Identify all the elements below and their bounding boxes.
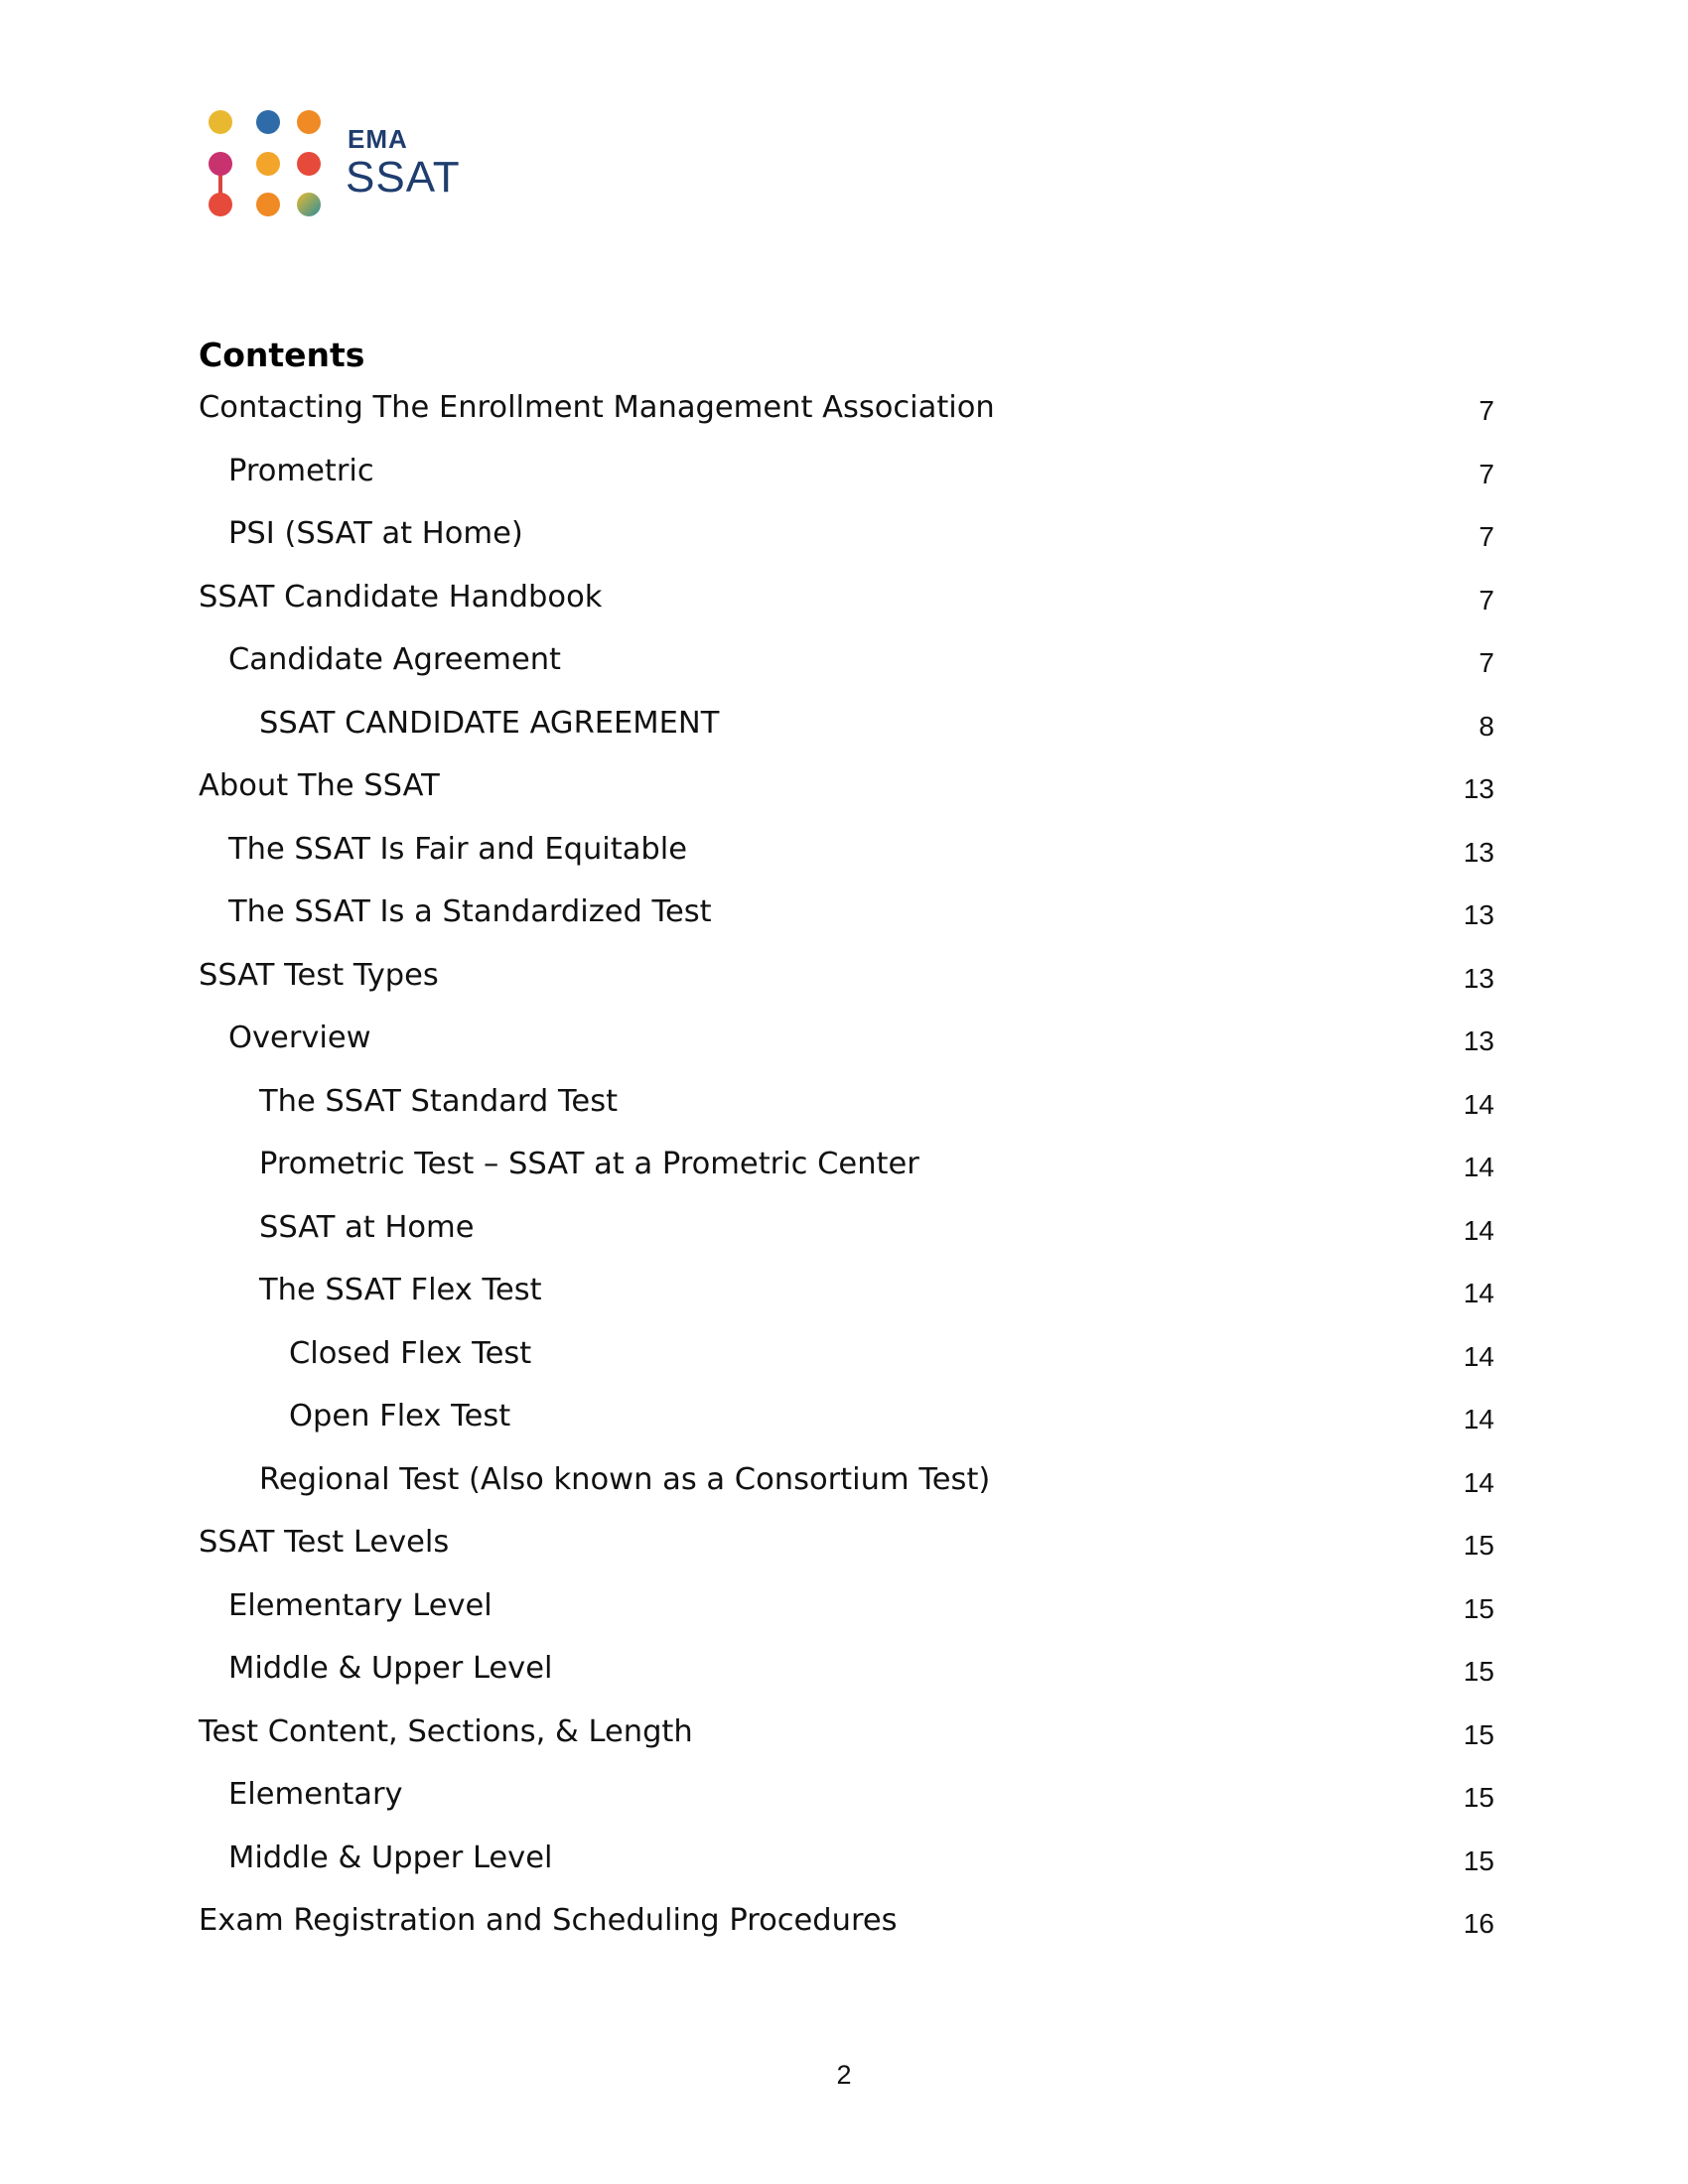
toc-entry-page[interactable]: 13 [1463, 773, 1494, 804]
toc-entry-page[interactable]: 16 [1463, 1908, 1494, 1939]
toc-entry-page[interactable]: 14 [1463, 1214, 1494, 1246]
toc-entry-label[interactable]: Exam Registration and Scheduling Procedures [199, 1903, 898, 1938]
toc-entry-label[interactable]: PSI (SSAT at Home) [228, 516, 523, 551]
toc-entry-label[interactable]: SSAT Test Levels [199, 1525, 450, 1560]
toc-entry-label[interactable]: Middle & Upper Level [228, 1651, 553, 1686]
toc-entry-label[interactable]: Test Content, Sections, & Length [199, 1713, 693, 1749]
toc-entry[interactable] [199, 1207, 1494, 1271]
toc-entry-page[interactable]: 15 [1463, 1530, 1494, 1561]
toc-entry-label[interactable]: Candidate Agreement [228, 642, 562, 677]
toc-entry-page[interactable]: 15 [1463, 1592, 1494, 1624]
ema-ssat-logo [207, 107, 465, 226]
toc-entry[interactable] [199, 703, 1494, 766]
toc-entry[interactable] [199, 1774, 1494, 1838]
toc-entry-label[interactable]: Elementary Level [228, 1587, 492, 1623]
toc-entry-page[interactable]: 14 [1463, 1088, 1494, 1120]
toc-entry-label[interactable]: SSAT CANDIDATE AGREEMENT [259, 705, 720, 741]
toc-entry-page[interactable]: 14 [1463, 1340, 1494, 1372]
toc-entry[interactable] [199, 891, 1494, 955]
logo-ssat-text: SSAT [346, 153, 461, 202]
table-of-contents [199, 387, 1494, 1964]
toc-entry-label[interactable]: Overview [228, 1021, 371, 1055]
toc-entry-page[interactable]: 7 [1478, 521, 1494, 552]
toc-entry[interactable] [199, 1648, 1494, 1711]
toc-entry-page[interactable]: 14 [1463, 1404, 1494, 1434]
toc-entry-page[interactable]: 8 [1478, 710, 1494, 742]
toc-entry[interactable] [199, 1838, 1494, 1901]
toc-entry[interactable] [199, 1900, 1494, 1964]
toc-entry[interactable] [199, 1522, 1494, 1585]
toc-entry[interactable] [199, 1585, 1494, 1649]
toc-entry[interactable] [199, 1459, 1494, 1523]
toc-entry-page[interactable]: 13 [1463, 899, 1494, 930]
toc-entry-label[interactable]: Regional Test (Also known as a Consortium Test) [259, 1461, 991, 1497]
toc-entry-label[interactable]: The SSAT Is a Standardized Test [228, 894, 712, 929]
toc-entry-label[interactable]: Elementary [228, 1777, 403, 1812]
toc-entry-page[interactable]: 7 [1478, 647, 1494, 678]
toc-entry-label[interactable]: SSAT Candidate Handbook [199, 579, 603, 614]
toc-entry-label[interactable]: The SSAT Flex Test [259, 1273, 542, 1307]
toc-entry[interactable] [199, 829, 1494, 892]
toc-entry-label[interactable]: The SSAT Standard Test [259, 1083, 619, 1119]
toc-entry-page[interactable]: 7 [1478, 395, 1494, 426]
toc-entry-page[interactable]: 7 [1478, 584, 1494, 615]
toc-entry-label[interactable]: About The SSAT [199, 768, 440, 803]
toc-entry[interactable] [199, 577, 1494, 640]
toc-entry-page[interactable]: 13 [1463, 836, 1494, 868]
logo-dots-icon [207, 107, 326, 221]
toc-entry[interactable] [199, 387, 1494, 451]
toc-entry-page[interactable]: 13 [1463, 1025, 1494, 1056]
toc-entry-page[interactable]: 15 [1463, 1782, 1494, 1813]
toc-entry-label[interactable]: Prometric Test – SSAT at a Prometric Center [259, 1147, 919, 1181]
toc-entry-label[interactable]: Middle & Upper Level [228, 1840, 553, 1875]
toc-entry[interactable] [199, 1711, 1494, 1775]
toc-entry-label[interactable]: The SSAT Is Fair and Equitable [228, 831, 688, 867]
toc-entry[interactable] [199, 451, 1494, 514]
page-number: 2 [836, 2060, 852, 2090]
toc-entry-page[interactable]: 15 [1463, 1844, 1494, 1876]
toc-entry-label[interactable]: Open Flex Test [289, 1399, 511, 1433]
toc-entry[interactable] [199, 1144, 1494, 1207]
toc-entry-label[interactable]: SSAT Test Types [199, 957, 439, 993]
toc-entry-page[interactable]: 14 [1463, 1466, 1494, 1498]
toc-entry[interactable] [199, 1333, 1494, 1397]
toc-entry-page[interactable]: 13 [1463, 962, 1494, 994]
toc-entry[interactable] [199, 639, 1494, 703]
toc-entry-label[interactable]: Prometric [228, 453, 374, 488]
toc-entry-page[interactable]: 15 [1463, 1718, 1494, 1750]
toc-entry-page[interactable]: 14 [1463, 1278, 1494, 1308]
toc-entry-page[interactable]: 14 [1463, 1152, 1494, 1182]
toc-title: Contents [199, 336, 365, 374]
logo-ema-text: EMA [348, 124, 408, 154]
toc-entry[interactable] [199, 1270, 1494, 1333]
toc-entry-page[interactable]: 15 [1463, 1656, 1494, 1687]
toc-entry-label[interactable]: Closed Flex Test [289, 1335, 532, 1371]
toc-entry[interactable] [199, 1081, 1494, 1145]
toc-entry-page[interactable]: 7 [1478, 458, 1494, 489]
toc-entry[interactable] [199, 765, 1494, 829]
toc-entry[interactable] [199, 1018, 1494, 1081]
toc-entry[interactable] [199, 1396, 1494, 1459]
toc-entry-label[interactable]: SSAT at Home [259, 1209, 475, 1245]
toc-entry[interactable] [199, 513, 1494, 577]
toc-entry[interactable] [199, 955, 1494, 1019]
toc-entry-label[interactable]: Contacting The Enrollment Management Association [199, 390, 995, 425]
